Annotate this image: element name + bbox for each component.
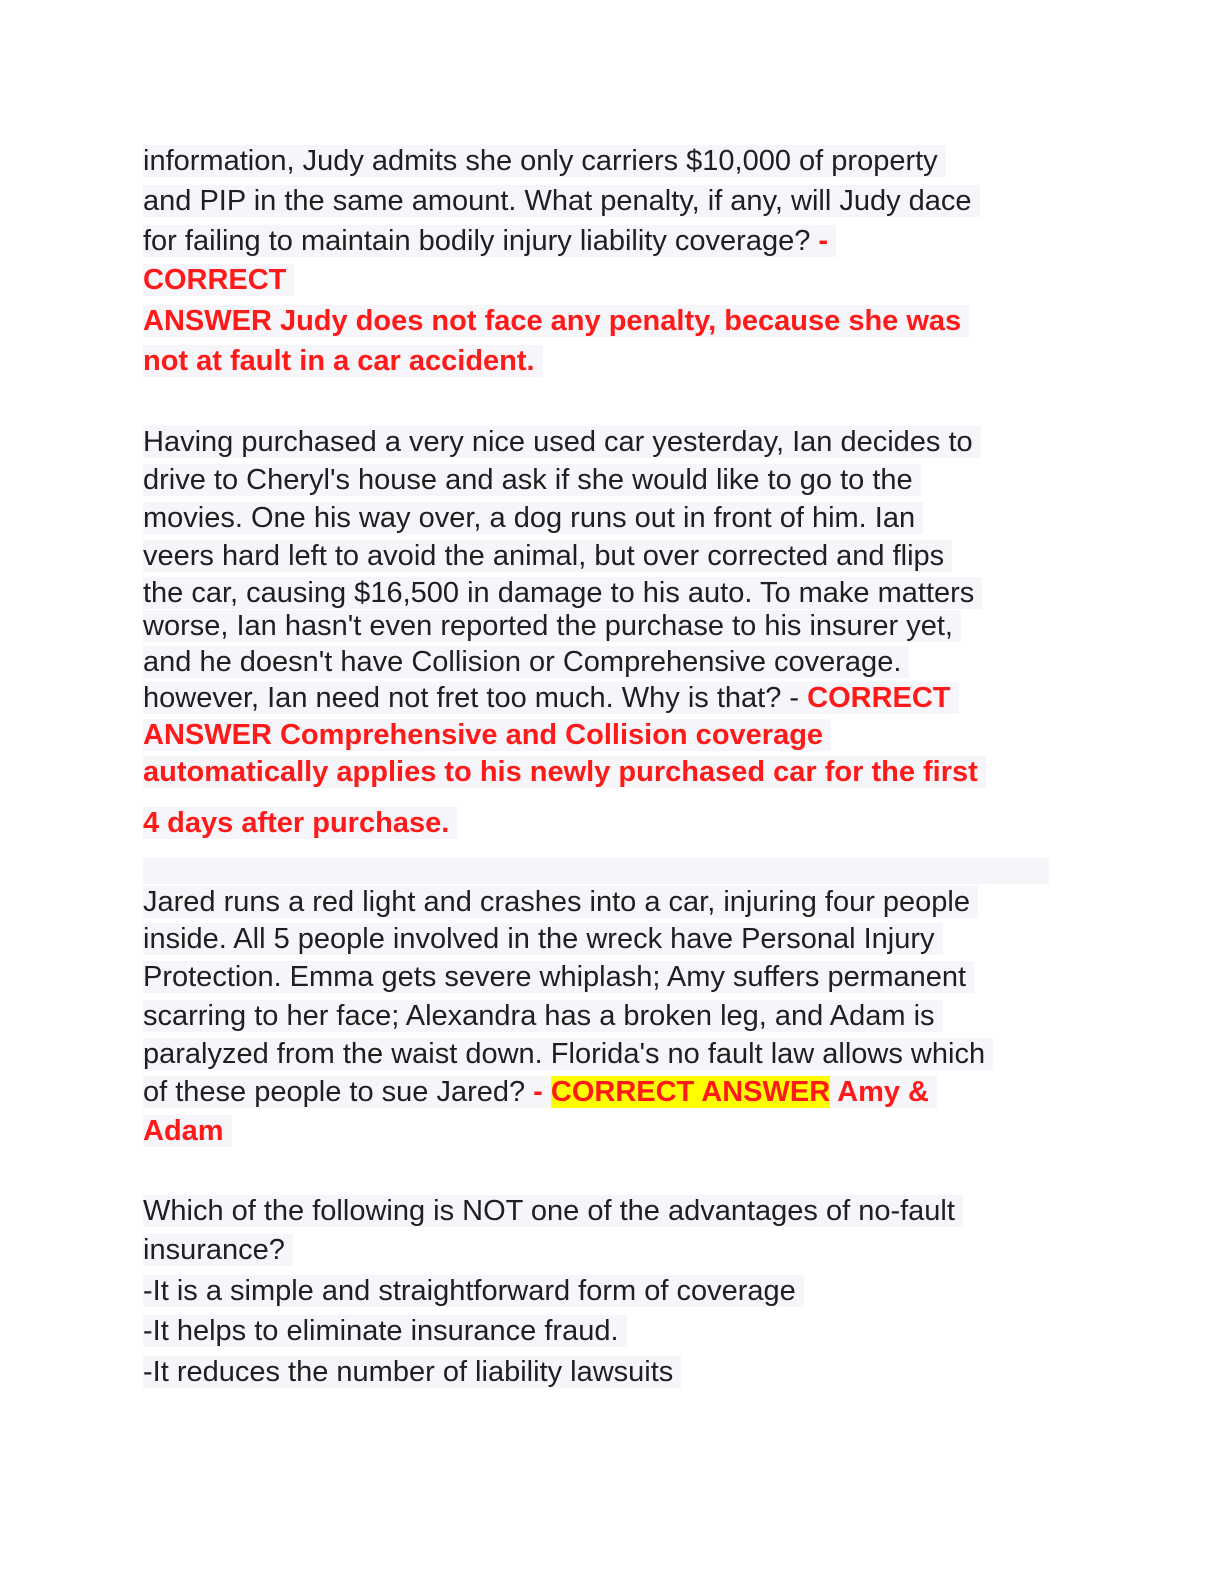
q1-answer-line-2: not at fault in a car accident. xyxy=(143,342,543,380)
q2-answer-line-2: automatically applies to his newly purchased car for the first xyxy=(143,753,986,791)
q1-line-3: for failing to maintain bodily injury liability coverage? - xyxy=(143,222,836,260)
q2-line-2: drive to Cheryl's house and ask if she would like to go to the xyxy=(143,461,921,499)
q1-line-1: information, Judy admits she only carriers $10,000 of property xyxy=(143,142,946,180)
q3-line-1: Jared runs a red light and crashes into a car, injuring four people xyxy=(143,883,978,921)
q2-line-1: Having purchased a very nice used car yesterday, Ian decides to xyxy=(143,423,981,461)
q1-line-2: and PIP in the same amount. What penalty, if any, will Judy dace xyxy=(143,182,980,220)
line-band xyxy=(143,858,1049,884)
q3-line-2: inside. All 5 people involved in the wreck have Personal Injury xyxy=(143,920,943,958)
q4-line-1: Which of the following is NOT one of the advantages of no-fault xyxy=(143,1192,963,1230)
q2-line-5: the car, causing $16,500 in damage to his auto. To make matters xyxy=(143,574,982,612)
q4-option-2: -It helps to eliminate insurance fraud. xyxy=(143,1312,627,1350)
q2-correct-label: CORRECT xyxy=(807,682,951,714)
q2-line-6: worse, Ian hasn't even reported the purchase to his insurer yet, xyxy=(143,607,961,645)
q3-answer-part-2: Adam xyxy=(143,1112,232,1150)
q3-line-4: scarring to her face; Alexandra has a broken leg, and Adam is xyxy=(143,997,943,1035)
q3-correct-answer-label: CORRECT ANSWER xyxy=(550,1076,831,1108)
q3-line-6: of these people to sue Jared? - CORRECT ANSWER Amy & xyxy=(143,1073,937,1111)
q2-line-3: movies. One his way over, a dog runs out in front of him. Ian xyxy=(143,499,923,537)
q1-correct-label: CORRECT xyxy=(143,261,294,299)
q4-line-2: insurance? xyxy=(143,1231,293,1269)
q1-dash: - xyxy=(810,225,829,257)
q1-answer-line-1: ANSWER Judy does not face any penalty, because she was xyxy=(143,302,969,340)
q2-answer-line-3: 4 days after purchase. xyxy=(143,804,457,842)
q3-line-3: Protection. Emma gets severe whiplash; Amy suffers permanent xyxy=(143,958,974,996)
q3-answer-part-1: Amy & xyxy=(830,1076,929,1108)
q3-line-5: paralyzed from the waist down. Florida's no fault law allows which xyxy=(143,1035,993,1073)
q4-option-1: -It is a simple and straightforward form of coverage xyxy=(143,1272,804,1310)
q2-line-8: however, Ian need not fret too much. Why is that? - CORRECT xyxy=(143,679,959,717)
q2-line-4: veers hard left to avoid the animal, but over corrected and flips xyxy=(143,537,952,575)
q4-option-3: -It reduces the number of liability lawsuits xyxy=(143,1353,681,1391)
q2-answer-line-1: ANSWER Comprehensive and Collision coverage xyxy=(143,716,831,754)
q3-dash: - xyxy=(533,1076,551,1108)
q2-line-7: and he doesn't have Collision or Comprehensive coverage. xyxy=(143,643,909,681)
